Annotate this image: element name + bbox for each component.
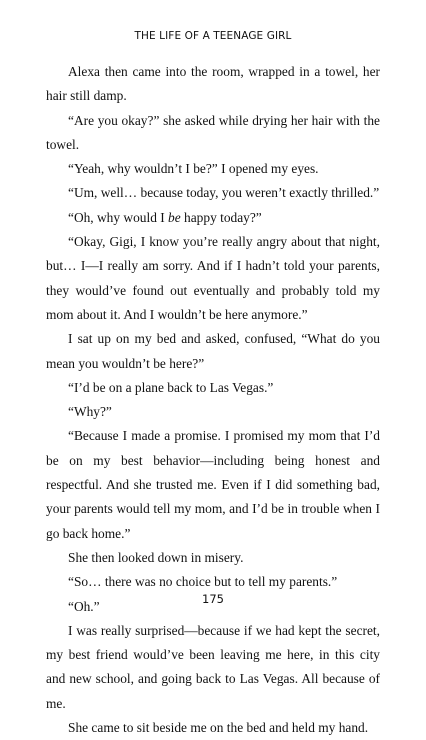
emphasis: be [168, 209, 181, 225]
paragraph: “Because I made a promise. I promised my mom that I’d be on my best behavior—including being honest and respectful. And she trusted me. Even if I did something bad, your parents would tell my mom, and I’d be in trouble when I go back home.” [46, 428, 380, 541]
paragraph [46, 206, 380, 230]
paragraph: Alexa then came into the room, wrapped in a towel, her hair still damp. [46, 64, 380, 104]
paragraph: “I’d be on a plane back to Las Vegas.” [68, 379, 274, 395]
paragraph: “Why?” [68, 404, 112, 420]
paragraph: “Um, well… because today, you weren’t exactly thrilled.” [68, 185, 380, 201]
page-number: 175 [202, 592, 224, 606]
paragraph: She then looked down in misery. [68, 549, 244, 565]
paragraph: She came to sit beside me on the bed and held my hand. [68, 720, 369, 736]
paragraph: “So… there was no choice but to tell my parents.” [68, 574, 338, 590]
text-run: happy today?” [180, 209, 262, 225]
paragraph: “Yeah, why wouldn’t I be?” I opened my eyes. [68, 161, 319, 177]
paragraph: I sat up on my bed and asked, confused, “What do you mean you wouldn’t be here?” [46, 331, 380, 371]
running-head: THE LIFE OF A TEENAGE GIRL [134, 30, 292, 42]
text-run: “Oh, why would I [68, 209, 169, 225]
paragraph: “Oh.” [68, 598, 100, 614]
paragraph: “Are you okay?” she asked while drying her hair with the towel. [46, 112, 380, 152]
paragraph: I was really surprised—because if we had kept the secret, my best friend would’ve been leaving me here, in this city and new school, and going back to Las Vegas. All because of me. [46, 622, 380, 711]
body-text [46, 60, 380, 740]
paragraph: “Okay, Gigi, I know you’re really angry about that night, but… I—I really am sorry. And if I hadn’t told your parents, they would’ve found out eventually and probably told my mom about it. And I wouldn’t be here anymore.” [46, 234, 380, 322]
